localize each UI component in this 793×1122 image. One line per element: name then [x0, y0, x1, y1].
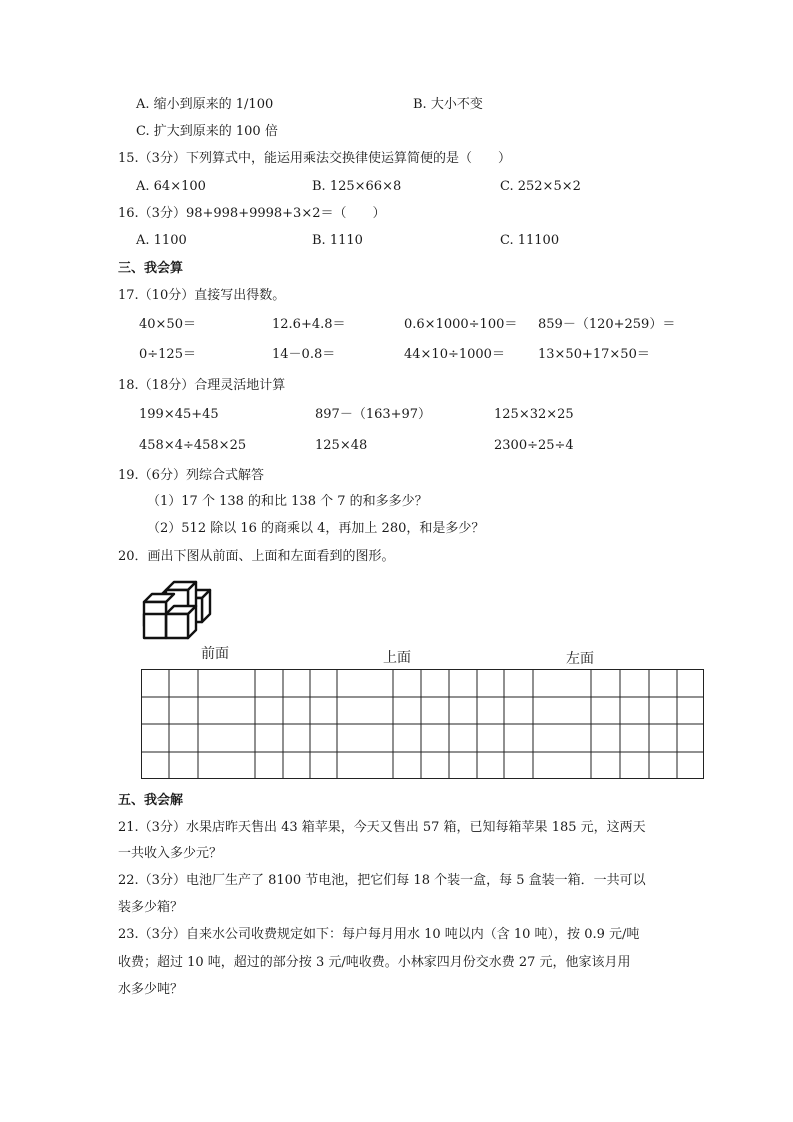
- q16-option-a: A. 1100: [136, 233, 187, 248]
- q18-item: 125×32×25: [494, 407, 574, 422]
- q17-item: 40×50＝: [139, 317, 196, 332]
- q18-item: 125×48: [315, 438, 368, 453]
- q15-option-a: A. 64×100: [136, 179, 206, 194]
- q18-stem: 18.（18分）合理灵活地计算: [118, 378, 286, 393]
- label-front-view: 前面: [201, 646, 229, 662]
- q19-part-2: （2）512 除以 16 的商乘以 4，再加上 280，和是多少？: [147, 521, 485, 536]
- q17-stem: 17.（10分）直接写出得数。: [118, 288, 286, 303]
- label-top-view: 上面: [383, 650, 411, 666]
- q17-item: 0.6×1000÷100＝: [404, 317, 518, 332]
- q17-item: 12.6+4.8＝: [272, 317, 346, 332]
- q14-option-b: B. 大小不变: [413, 97, 483, 112]
- q16-option-c: C. 11100: [500, 233, 560, 248]
- q19-stem: 19.（6分）列综合式解答: [118, 468, 264, 483]
- q18-item: 199×45+45: [139, 407, 219, 422]
- q15-option-c: C. 252×5×2: [500, 179, 581, 194]
- q17-item: 13×50+17×50＝: [538, 347, 650, 362]
- q17-item: 14－0.8＝: [272, 347, 336, 362]
- section-5-heading: 五、我会解: [118, 793, 184, 808]
- q17-item: 0÷125＝: [139, 347, 196, 362]
- q14-option-c: C. 扩大到原来的 100 倍: [136, 124, 278, 139]
- drawing-grid[interactable]: [141, 669, 704, 779]
- q18-item: 897－（163+97）: [315, 407, 432, 422]
- q22-line-2: 装多少箱？: [118, 900, 184, 915]
- label-left-view: 左面: [566, 651, 594, 667]
- q17-item: 859－（120+259）＝: [538, 317, 676, 332]
- q23-line-1: 23.（3分）自来水公司收费规定如下：每户每月用水 10 吨以内（含 10 吨），按 0.9 元/吨: [118, 927, 640, 942]
- section-3-heading: 三、我会算: [118, 261, 184, 276]
- q15-stem: 15.（3分）下列算式中，能运用乘法交换律使运算简便的是（ ）: [118, 151, 511, 166]
- q21-line-1: 21.（3分）水果店昨天售出 43 箱苹果，今天又售出 57 箱，已知每箱苹果 185 元，这两天: [118, 820, 646, 835]
- q18-item: 458×4÷458×25: [139, 438, 247, 453]
- q15-option-b: B. 125×66×8: [312, 179, 402, 194]
- q20-stem: 20．画出下图从前面、上面和左面看到的图形。: [118, 549, 395, 564]
- q16-stem: 16.（3分）98+998+9998+3×2＝（ ）: [118, 206, 386, 221]
- q18-item: 2300÷25÷4: [494, 438, 574, 453]
- cube-stack-figure: [136, 578, 214, 646]
- q22-line-1: 22.（3分）电池厂生产了 8100 节电池，把它们每 18 个装一盒，每 5 盒装一箱．一共可以: [118, 873, 646, 888]
- q23-line-3: 水多少吨？: [118, 982, 184, 997]
- q19-part-1: （1）17 个 138 的和比 138 个 7 的和多多少？: [147, 494, 428, 509]
- q21-line-2: 一共收入多少元？: [118, 846, 223, 861]
- q17-item: 44×10÷1000＝: [404, 347, 505, 362]
- q23-line-2: 收费；超过 10 吨，超过的部分按 3 元/吨收费。小林家四月份交水费 27 元，他家该月用: [118, 955, 631, 970]
- q16-option-b: B. 1110: [312, 233, 363, 248]
- q14-option-a: A. 缩小到原来的 1/100: [136, 97, 274, 112]
